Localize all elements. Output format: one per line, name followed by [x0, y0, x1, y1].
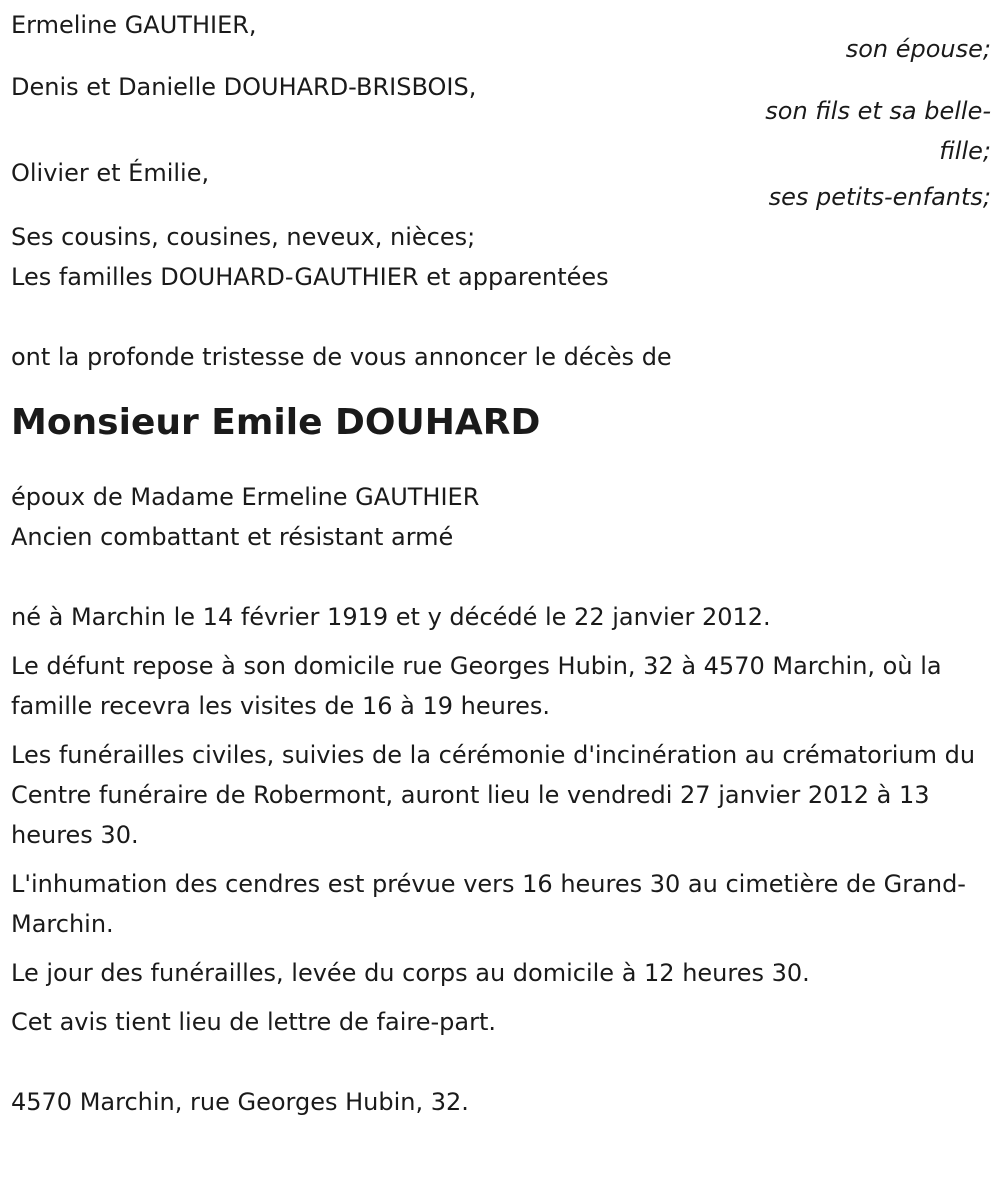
detail-paragraph: Les funérailles civiles, suivies de la cérémonie d'incinération au crématorium du Centre funéraire de Robermont, auront lieu le vendredi 27 janvier 2012 à 13 heures 30. [11, 741, 976, 849]
spacer [11, 1042, 991, 1082]
deceased-name: Monsieur Emile DOUHARD [11, 402, 541, 443]
family-entry-spouse [11, 5, 991, 69]
spacer [11, 557, 991, 597]
spacer [11, 297, 991, 337]
spouse-line: époux de Madame Ermeline GAUTHIER [11, 483, 480, 511]
announcement-text: ont la profonde tristesse de vous annoncer le décès de [11, 343, 672, 371]
family-name: Olivier et Émilie, [11, 159, 210, 187]
family-relation: son fils et sa belle-fille; [765, 97, 991, 165]
family-name: Ermeline GAUTHIER, [11, 11, 257, 39]
spacer [11, 447, 991, 477]
family-relation: son épouse; [845, 35, 991, 63]
family-name: Denis et Danielle DOUHARD-BRISBOIS, [11, 73, 477, 101]
detail-paragraph: L'inhumation des cendres est prévue vers 16 heures 30 au cimetière de Grand-Marchin. [11, 870, 966, 938]
detail-paragraph: Le jour des funérailles, levée du corps au domicile à 12 heures 30. [11, 959, 810, 987]
address-line: 4570 Marchin, rue Georges Hubin, 32. [11, 1088, 469, 1116]
detail-paragraph: Le défunt repose à son domicile rue Georges Hubin, 32 à 4570 Marchin, où la famille recevra les visites de 16 à 19 heures. [11, 652, 942, 720]
family-entry-grandchildren [11, 153, 991, 217]
detail-paragraph: Cet avis tient lieu de lettre de faire-part. [11, 1008, 496, 1036]
obituary-notice [11, 5, 991, 1122]
detail-paragraph: né à Marchin le 14 février 1919 et y décédé le 22 janvier 2012. [11, 603, 771, 631]
family-relation: ses petits-enfants; [768, 183, 991, 211]
spacer [11, 377, 991, 399]
extended-family-line: Les familles DOUHARD-GAUTHIER et apparentées [11, 263, 609, 291]
extended-family-line: Ses cousins, cousines, neveux, nièces; [11, 223, 476, 251]
honor-line: Ancien combattant et résistant armé [11, 523, 454, 551]
details-section [11, 597, 991, 1042]
